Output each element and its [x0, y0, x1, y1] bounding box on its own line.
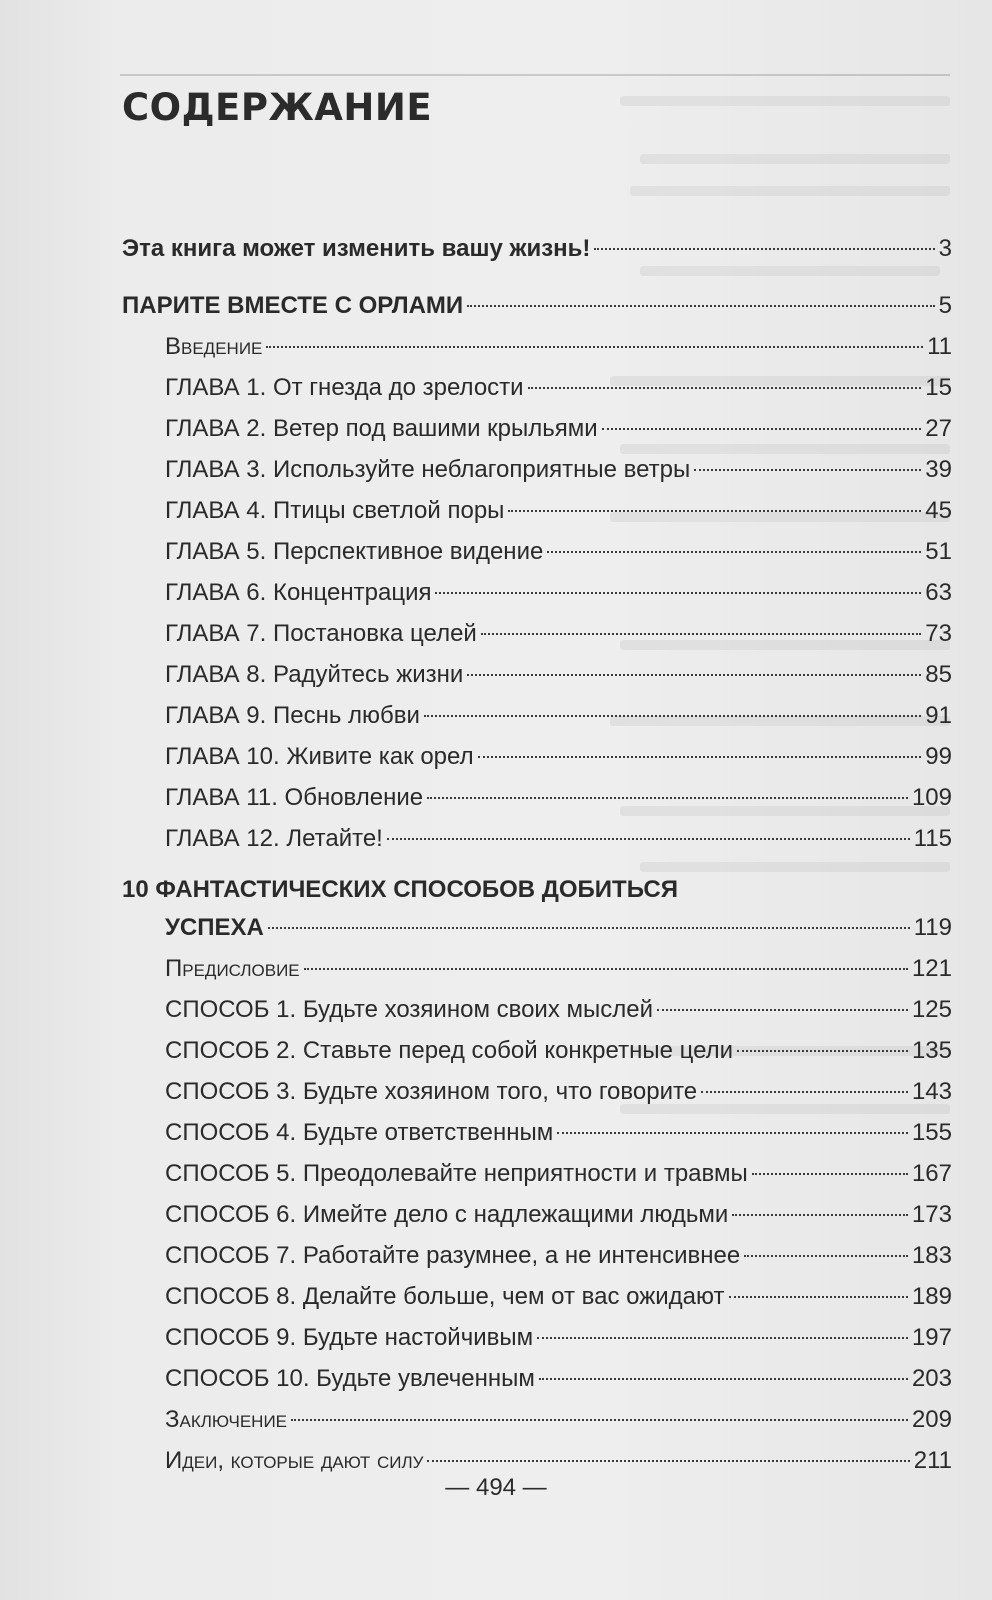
toc-entry[interactable]: [122, 1112, 952, 1153]
dot-leader: [467, 305, 934, 307]
dot-leader: [537, 1337, 908, 1339]
toc-entry[interactable]: [122, 1194, 952, 1235]
toc-entry-page: 15: [925, 374, 952, 401]
toc-entry-label: ГЛАВА 10. Живите как орел: [165, 743, 474, 770]
toc-entry-intro[interactable]: [122, 228, 952, 269]
toc-entry-page: 39: [925, 456, 952, 483]
toc-entry-label: Предисловие: [165, 955, 300, 982]
toc-entry-label: СПОСОБ 1. Будьте хозяином своих мыслей: [165, 996, 654, 1023]
dot-leader: [701, 1091, 908, 1093]
toc-entry-label: СПОСОБ 3. Будьте хозяином того, что говорите: [165, 1078, 698, 1105]
dot-leader: [478, 756, 922, 758]
dot-leader: [268, 927, 910, 929]
dot-leader: [387, 838, 910, 840]
toc-entry-label: Идеи, которые дают силу: [165, 1447, 424, 1474]
toc-entry[interactable]: [122, 1358, 952, 1399]
dot-leader: [744, 1255, 908, 1257]
dot-leader: [304, 968, 908, 970]
dot-leader: [602, 428, 922, 430]
toc-part-eagles[interactable]: [122, 285, 952, 326]
toc-entry[interactable]: [122, 613, 952, 654]
toc-entry-label: СПОСОБ 4. Будьте ответственным: [165, 1119, 554, 1146]
toc-entry-label: СПОСОБ 7. Работайте разумнее, а не интенсивнее: [165, 1242, 741, 1269]
toc-entry-page: 197: [911, 1324, 952, 1351]
dot-leader: [508, 510, 921, 512]
toc-entry-label: СПОСОБ 2. Ставьте перед собой конкретные цели: [165, 1037, 734, 1064]
toc-entry-page: 119: [913, 914, 952, 941]
dot-leader: [594, 248, 934, 250]
toc-entry-label: Эта книга может изменить вашу жизнь!: [122, 235, 591, 262]
toc-entry-label: ГЛАВА 2. Ветер под вашими крыльями: [165, 415, 598, 442]
toc-entry-page: 45: [925, 497, 952, 524]
dot-leader: [539, 1378, 908, 1380]
toc-entry[interactable]: [122, 1235, 952, 1276]
toc-entry[interactable]: [122, 1071, 952, 1112]
toc-entry[interactable]: [122, 948, 952, 989]
toc-entry-label: Введение: [165, 333, 263, 360]
toc-entry[interactable]: [122, 326, 952, 367]
dot-leader: [528, 387, 922, 389]
dot-leader: [291, 1419, 908, 1421]
toc-entry-label: СПОСОБ 10. Будьте увлеченным: [165, 1365, 535, 1392]
dot-leader: [752, 1173, 908, 1175]
toc-entry-label: ГЛАВА 1. От гнезда до зрелости: [165, 374, 524, 401]
toc-entry-page: 63: [925, 579, 952, 606]
toc-entry-page: 209: [911, 1406, 952, 1433]
toc-entry-label: СПОСОБ 9. Будьте настойчивым: [165, 1324, 534, 1351]
toc-entry[interactable]: [122, 490, 952, 531]
toc-entry-page: 5: [938, 292, 952, 319]
toc-entry-page: 189: [911, 1283, 952, 1310]
toc-entry[interactable]: [122, 1030, 952, 1071]
toc-entry-label: СПОСОБ 5. Преодолевайте неприятности и травмы: [165, 1160, 748, 1187]
toc-entry-page: 85: [925, 661, 952, 688]
toc-entry-label: ГЛАВА 3. Используйте неблагоприятные ветры: [165, 456, 691, 483]
toc-entry-label: ГЛАВА 11. Обновление: [165, 784, 424, 811]
toc-part-success[interactable]: [122, 907, 952, 948]
toc-entry-page: 121: [911, 955, 952, 982]
toc-entry-page: 183: [911, 1242, 952, 1269]
toc-entry[interactable]: [122, 1153, 952, 1194]
dot-leader: [467, 674, 921, 676]
toc-entry-label: ГЛАВА 12. Летайте!: [165, 825, 383, 852]
dot-leader: [424, 715, 921, 717]
toc-entry-label: ГЛАВА 4. Птицы светлой поры: [165, 497, 505, 524]
toc-entry-page: 99: [925, 743, 952, 770]
toc-entry-page: 155: [911, 1119, 952, 1146]
toc-entry[interactable]: [122, 449, 952, 490]
toc-entry[interactable]: [122, 572, 952, 613]
toc-entry[interactable]: [122, 367, 952, 408]
dot-leader: [481, 633, 921, 635]
dot-leader: [732, 1214, 908, 1216]
toc-entry-page: 73: [925, 620, 952, 647]
toc-entry[interactable]: [122, 1399, 952, 1440]
toc-entry-label: ГЛАВА 7. Постановка целей: [165, 620, 477, 647]
dot-leader: [266, 346, 923, 348]
toc-entry-page: 203: [911, 1365, 952, 1392]
toc-entry-page: 27: [925, 415, 952, 442]
toc-entry-page: 135: [911, 1037, 952, 1064]
toc-entry-page: 143: [911, 1078, 952, 1105]
toc-entry-page: 109: [911, 784, 952, 811]
toc-entry[interactable]: [122, 989, 952, 1030]
dot-leader: [427, 1460, 909, 1462]
toc-entry[interactable]: [122, 654, 952, 695]
toc-entry-label: ПАРИТЕ ВМЕСТЕ С ОРЛАМИ: [122, 292, 464, 319]
toc-entry[interactable]: [122, 531, 952, 572]
contents-title: СОДЕРЖАНИЕ: [122, 86, 433, 129]
toc-entry[interactable]: [122, 408, 952, 449]
toc-part-success-title[interactable]: 10 ФАНТАСТИЧЕСКИХ СПОСОБОВ ДОБИТЬСЯ: [122, 876, 678, 903]
toc-entry[interactable]: [122, 695, 952, 736]
toc-entry-label: ГЛАВА 9. Песнь любви: [165, 702, 420, 729]
toc-entry-label: СПОСОБ 8. Делайте больше, чем от вас ожидают: [165, 1283, 725, 1310]
toc-entry-label: ГЛАВА 8. Радуйтесь жизни: [165, 661, 464, 688]
toc-entry-page: 3: [938, 235, 952, 262]
dot-leader: [657, 1009, 908, 1011]
toc-entry-page: 167: [911, 1160, 952, 1187]
toc-entry[interactable]: [122, 777, 952, 818]
toc-entry-label: Заключение: [165, 1406, 288, 1433]
toc-entry-page: 173: [911, 1201, 952, 1228]
dot-leader: [547, 551, 921, 553]
toc-entry-page: 51: [925, 538, 952, 565]
toc-entry-page: 125: [911, 996, 952, 1023]
toc-entry-label: ГЛАВА 5. Перспективное видение: [165, 538, 544, 565]
page-number: — 494 —: [445, 1474, 547, 1501]
toc-entry-page: 115: [913, 825, 952, 852]
toc-entry[interactable]: [122, 1276, 952, 1317]
toc-entry-label: СПОСОБ 6. Имейте дело с надлежащими людьми: [165, 1201, 729, 1228]
toc-entry-label: УСПЕХА: [165, 914, 264, 941]
dot-leader: [729, 1296, 908, 1298]
toc-entry-label: ГЛАВА 6. Концентрация: [165, 579, 432, 606]
running-header-rule: [120, 74, 950, 76]
toc-entry[interactable]: [122, 736, 952, 777]
toc-entry-page: 11: [927, 333, 952, 360]
dot-leader: [737, 1050, 908, 1052]
toc-entry-page: 91: [925, 702, 952, 729]
toc-entry[interactable]: [122, 1317, 952, 1358]
dot-leader: [557, 1132, 908, 1134]
dot-leader: [694, 469, 921, 471]
table-of-contents: [122, 228, 952, 1481]
toc-entry-page: 211: [913, 1447, 952, 1474]
toc-entry[interactable]: [122, 818, 952, 859]
dot-leader: [427, 797, 908, 799]
dot-leader: [435, 592, 921, 594]
